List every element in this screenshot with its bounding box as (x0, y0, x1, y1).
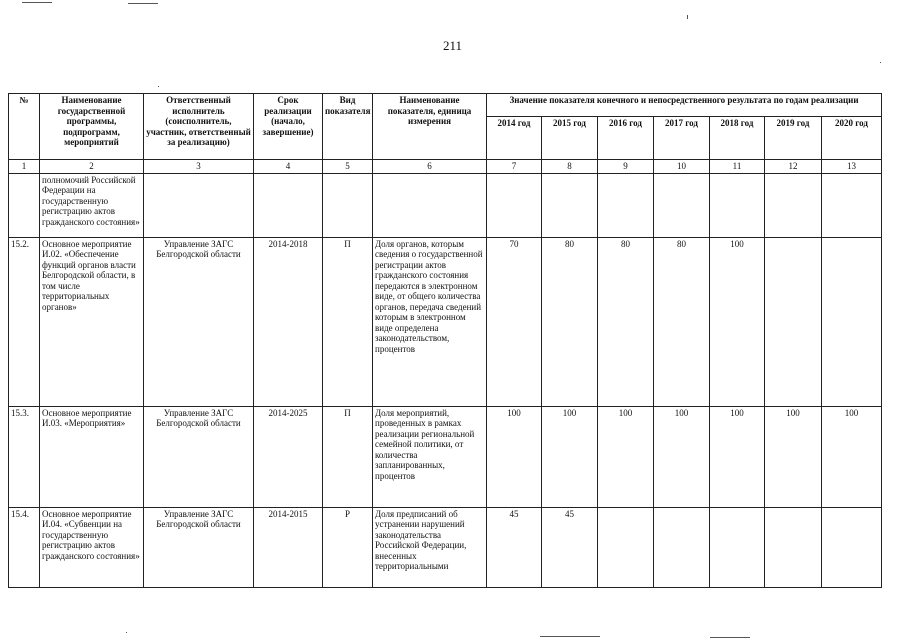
row-no (9, 173, 40, 237)
header-no: № (9, 94, 40, 160)
header-kind: Вид показателя (323, 94, 373, 160)
row-value: 80 (598, 237, 654, 406)
header-year: 2020 год (822, 117, 882, 160)
row-value (765, 173, 822, 237)
table-row (9, 507, 882, 587)
row-value: 100 (710, 237, 765, 406)
row-indicator (373, 173, 487, 237)
header-year: 2016 год (598, 117, 654, 160)
row-value: 70 (487, 237, 542, 406)
row-value (765, 237, 822, 406)
row-no: 15.3. (9, 406, 40, 507)
row-value: 100 (598, 406, 654, 507)
column-numbers-row (9, 160, 882, 174)
row-period: 2014-2015 (254, 507, 323, 587)
column-number: 4 (254, 160, 323, 174)
row-indicator: Доля мероприятий, проведенных в рамках реализации региональной семейной политики, от количества запланированных, процентов (373, 406, 487, 507)
page-number: 211 (442, 38, 463, 53)
row-name: Основное мероприятие И.02. «Обеспечение функций органов власти Белгородской области, в том числе территориальных органов» (40, 237, 144, 406)
row-value: 100 (822, 406, 882, 507)
row-value (822, 173, 882, 237)
row-kind: П (323, 237, 373, 406)
header-name: Наименование государственной программы, подпрограмм, мероприятий (40, 94, 144, 160)
row-value (654, 173, 710, 237)
row-value (654, 507, 710, 587)
row-executor: Управление ЗАГС Белгородской области (144, 237, 254, 406)
row-value (710, 507, 765, 587)
header-year: 2019 год (765, 117, 822, 160)
header-year: 2015 год (542, 117, 598, 160)
row-kind (323, 173, 373, 237)
row-value: 80 (654, 237, 710, 406)
header-year: 2018 год (710, 117, 765, 160)
header-values-group: Значение показателя конечного и непосредственного результата по годам реализации (487, 94, 882, 117)
row-value: 80 (542, 237, 598, 406)
table-row (9, 406, 882, 507)
column-number: 13 (822, 160, 882, 174)
row-name: полномочий Российской Федерации на государственную регистрацию актов гражданского состояния» (40, 173, 144, 237)
row-no: 15.4. (9, 507, 40, 587)
row-kind: Р (323, 507, 373, 587)
row-indicator: Доля предписаний об устранении нарушений законодательства Российской Федерации, внесенных территориальными (373, 507, 487, 587)
row-value (822, 237, 882, 406)
column-number: 8 (542, 160, 598, 174)
row-kind: П (323, 406, 373, 507)
header-indicator: Наименование показателя, единица измерения (373, 94, 487, 160)
row-value (710, 173, 765, 237)
header-executor: Ответственный исполнитель (соисполнитель, участник, ответственный за реализацию) (144, 94, 254, 160)
column-number: 7 (487, 160, 542, 174)
indicators-table (8, 93, 882, 588)
column-number: 10 (654, 160, 710, 174)
row-value (542, 173, 598, 237)
row-value: 100 (542, 406, 598, 507)
column-number: 11 (710, 160, 765, 174)
row-indicator: Доля органов, которым сведения о государственной регистрации актов гражданского состояния передаются в электронном виде, от общего количества органов, передача сведений которым в электронном виде определена законодательством, процентов (373, 237, 487, 406)
column-number: 9 (598, 160, 654, 174)
row-name: Основное мероприятие И.03. «Мероприятия» (40, 406, 144, 507)
row-value (598, 507, 654, 587)
row-name: Основное мероприятие И.04. «Субвенции на государственную регистрацию актов гражданского состояния» (40, 507, 144, 587)
column-number: 1 (9, 160, 40, 174)
row-value: 100 (654, 406, 710, 507)
column-number: 6 (373, 160, 487, 174)
row-value: 45 (487, 507, 542, 587)
row-value: 45 (542, 507, 598, 587)
column-number: 12 (765, 160, 822, 174)
column-number: 2 (40, 160, 144, 174)
header-year: 2017 год (654, 117, 710, 160)
table-row (9, 237, 882, 406)
column-number: 3 (144, 160, 254, 174)
header-year: 2014 год (487, 117, 542, 160)
row-no: 15.2. (9, 237, 40, 406)
row-period: 2014-2018 (254, 237, 323, 406)
row-value (822, 507, 882, 587)
row-value (598, 173, 654, 237)
row-period (254, 173, 323, 237)
row-value: 100 (710, 406, 765, 507)
row-executor (144, 173, 254, 237)
column-number: 5 (323, 160, 373, 174)
row-executor: Управление ЗАГС Белгородской области (144, 507, 254, 587)
table-row (9, 173, 882, 237)
row-value (765, 507, 822, 587)
row-value (487, 173, 542, 237)
row-period: 2014-2025 (254, 406, 323, 507)
header-period: Срок реализации (начало, завершение) (254, 94, 323, 160)
row-executor: Управление ЗАГС Белгородской области (144, 406, 254, 507)
row-value: 100 (765, 406, 822, 507)
row-value: 100 (487, 406, 542, 507)
